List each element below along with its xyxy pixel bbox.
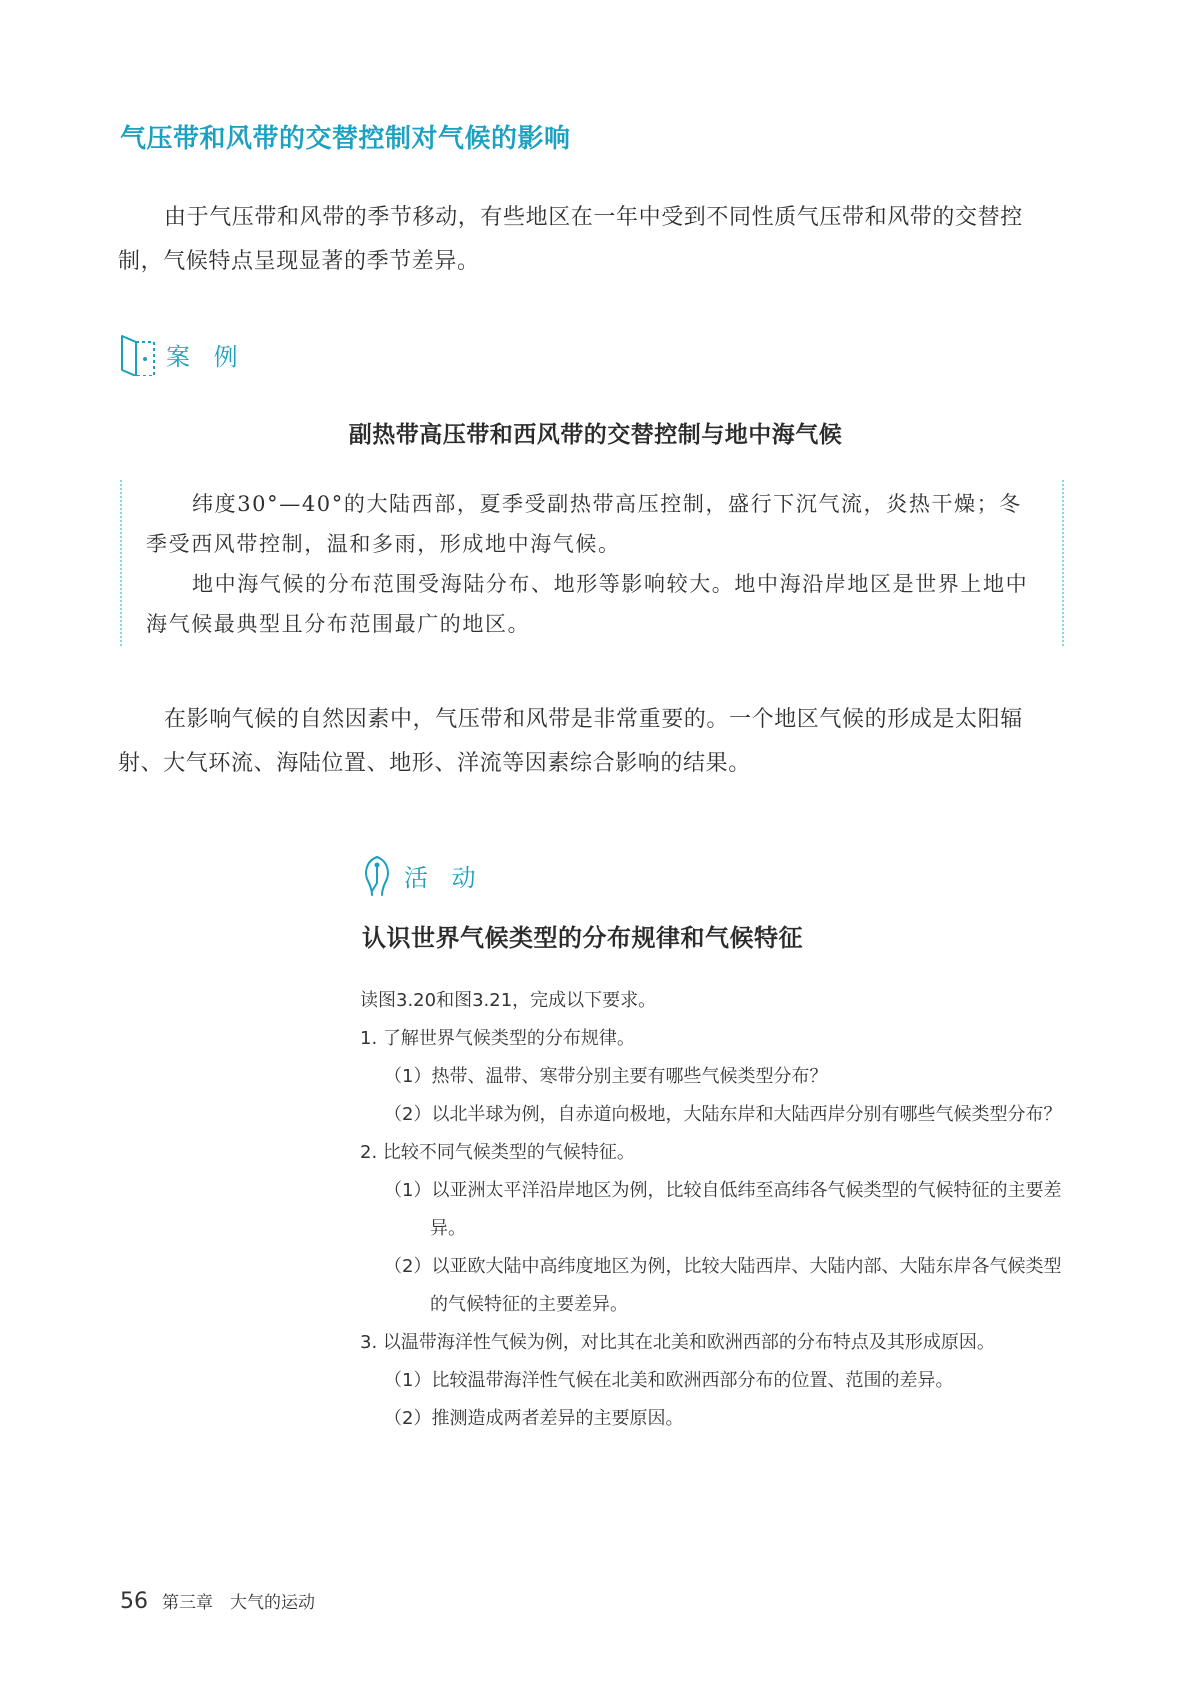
case-paragraph-text: 地中海气候的分布范围受海陆分布、地形等影响较大。地中海沿岸地区是世界上地中海气候最典型且分布范围最广的地区。 [146, 572, 1029, 636]
activity-subitem: （2）以亚欧大陆中高纬度地区为例，比较大陆西岸、大陆内部、大陆东岸各气候类型的气候特征的主要差异。 [384, 1256, 1062, 1315]
case-paragraph [146, 484, 1041, 564]
summary-paragraph-text: 在影响气候的自然因素中，气压带和风带是非常重要的。一个地区气候的形成是太阳辐射、大气环流、海陆位置、地形、洋流等因素综合影响的结果。 [118, 707, 1023, 776]
activity-subitem: （1）以亚洲太平洋沿岸地区为例，比较自低纬至高纬各气候类型的气候特征的主要差异。 [384, 1180, 1062, 1239]
activity-icon [360, 853, 394, 897]
case-label: 案 例 [166, 342, 246, 371]
activity-item: 2. 比较不同气候类型的气候特征。 [360, 1142, 635, 1163]
activity-label: 活 动 [404, 863, 484, 892]
activity-item: 1. 了解世界气候类型的分布规律。 [360, 1028, 635, 1049]
activity-subitem: （2）推测造成两者差异的主要原因。 [384, 1408, 684, 1429]
activity-subitem: （1）比较温带海洋性气候在北美和欧洲西部分布的位置、范围的差异。 [384, 1370, 954, 1391]
page-number: 56 [120, 1589, 148, 1614]
intro-paragraph-text: 由于气压带和风带的季节移动，有些地区在一年中受到不同性质气压带和风带的交替控制，气候特点呈现显著的季节差异。 [118, 205, 1023, 274]
case-paragraph-text: 纬度30°—40°的大陆西部，夏季受副热带高压控制，盛行下沉气流，炎热干燥；冬季受西风带控制，温和多雨，形成地中海气候。 [146, 492, 1022, 556]
activity-item: 3. 以温带海洋性气候为例，对比其在北美和欧洲西部的分布特点及其形成原因。 [360, 1332, 995, 1353]
activity-header [360, 852, 484, 898]
activity-subitem: （2）以北半球为例，自赤道向极地，大陆东岸和大陆西岸分别有哪些气候类型分布？ [384, 1104, 1062, 1125]
activity-intro: 读图3.20和图3.21，完成以下要求。 [360, 990, 657, 1011]
summary-paragraph [118, 698, 1063, 786]
activity-title: 认识世界气候类型的分布规律和气候特征 [362, 923, 803, 952]
book-icon [118, 332, 156, 376]
case-title: 副热带高压带和西风带的交替控制与地中海气候 [348, 421, 843, 448]
case-text [146, 484, 1041, 644]
activity-subitem: （1）热带、温带、寒带分别主要有哪些气候类型分布？ [384, 1066, 828, 1087]
case-header [118, 330, 246, 378]
case-paragraph [146, 564, 1041, 644]
activity-body [360, 982, 1065, 1438]
intro-paragraph [118, 196, 1063, 284]
section-title: 气压带和风带的交替控制对气候的影响 [120, 124, 571, 154]
chapter-title: 第三章 大气的运动 [162, 1593, 315, 1613]
page-footer [120, 1588, 315, 1614]
